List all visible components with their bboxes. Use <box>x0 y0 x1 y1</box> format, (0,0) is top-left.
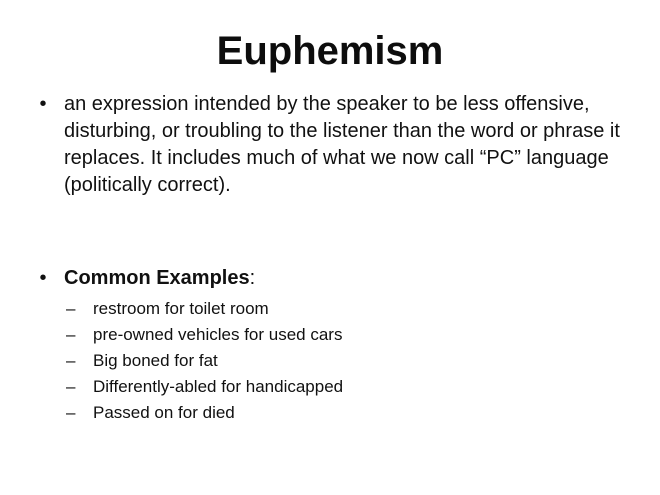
examples-list <box>66 296 626 426</box>
bullet-definition <box>30 91 630 199</box>
dash-marker: – <box>66 299 76 318</box>
list-item <box>66 296 626 322</box>
slide-title: Euphemism <box>216 29 444 73</box>
dash-marker: – <box>66 325 76 344</box>
list-item <box>66 322 626 348</box>
common-examples-label: Common Examples <box>64 267 250 289</box>
common-examples-colon: : <box>249 267 256 289</box>
bullet-marker: • <box>39 267 47 289</box>
example-text: Passed on for died <box>93 403 235 422</box>
list-item <box>66 400 626 426</box>
example-text: Differently-abled for handicapped <box>93 377 344 396</box>
list-item <box>66 374 626 400</box>
common-examples-heading <box>64 265 630 292</box>
bullet-marker: • <box>39 93 47 115</box>
example-text: restroom for toilet room <box>93 299 269 318</box>
dash-marker: – <box>66 403 76 422</box>
dash-marker: – <box>66 351 76 370</box>
definition-text: an expression intended by the speaker to be less offensive, disturbing, or troubling to the listener than the word or phrase it replaces. It includes much of what we now call “PC” language (politically correct). <box>64 93 620 196</box>
dash-marker: – <box>66 377 76 396</box>
list-item <box>66 348 626 374</box>
example-text: Big boned for fat <box>93 351 218 370</box>
example-text: pre-owned vehicles for used cars <box>93 325 343 344</box>
bullet-common-examples <box>30 265 630 292</box>
